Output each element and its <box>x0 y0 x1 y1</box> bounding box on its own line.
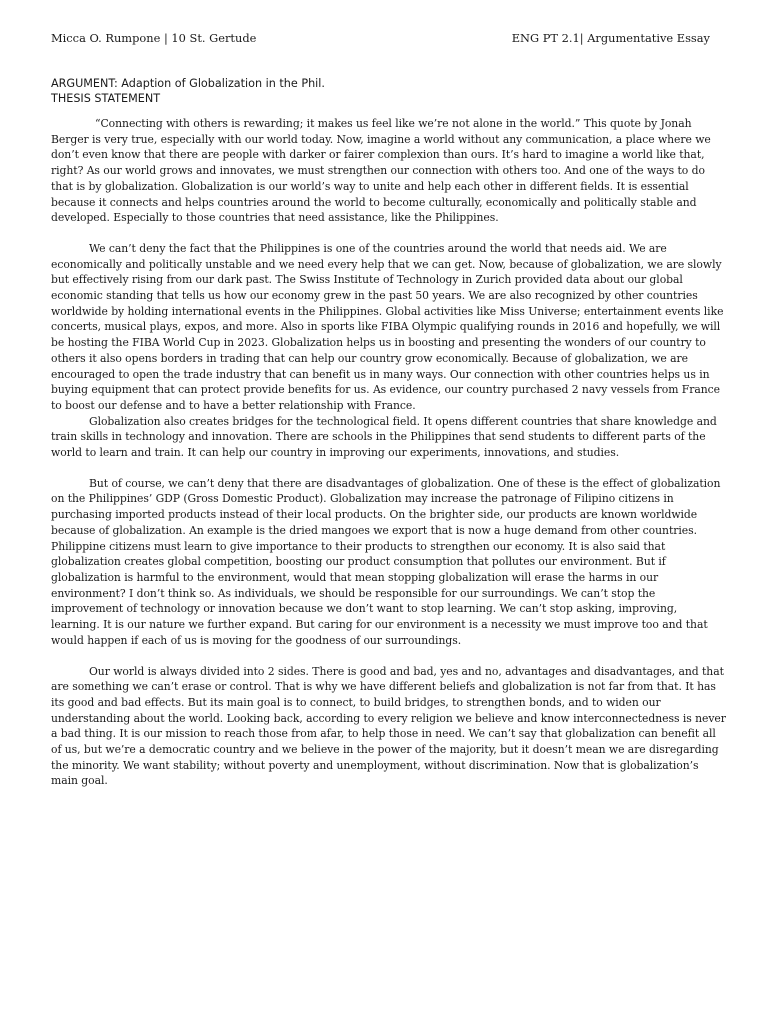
paragraph-4: But of course, we can’t deny that there are disadvantages of globalization. One of these is the effect of globalization on the Philippines’ GDP (Gross Domestic Product). Globalization may increase the patronage of Filipino citizens in purchasing imported products instead of their local products. On the brighter side, our products are known worldwide because of globalization. An example is the dried mangoes we export that is now a huge demand from other countries. Philippine citizens must learn to give importance to their products to strengthen our economy. It is also said that globalization creates global competition, boosting our product consumption that pollutes our environment. But if globalization is harmful to the environment, would that mean stopping globalization will erase the harms in our environment? I don’t think so. As individuals, we should be responsible for our surroundings. We can’t stop the improvement of technology or innovation because we don’t want to stop learning. We can’t stop asking, improving, learning. It is our nature we further expand. But caring for our environment is a necessity we must improve too and that would happen if each of us is moving for the goodness of our surroundings. <box>51 476 721 647</box>
paragraph-5: Our world is always divided into 2 sides. There is good and bad, yes and no, advantages and disadvantages, and that are something we can’t erase or control. That is why we have different beliefs and globalization is not far from that. It has its good and bad effects. But its main goal is to connect, to build bridges, to strengthen bonds, and to widen our understanding about the world. Looking back, according to every religion we believe and know interconnectedness is never a bad thing. It is our mission to reach those from afar, to help those in need. We can’t say that globalization can benefit all of us, but we’re a democratic country and we believe in the power of the majority, but it doesn’t mean we are disregarding the minority. We want stability; without poverty and unemployment, without discrimination. Now that is globalization’s main goal. <box>51 664 726 788</box>
paragraph-1: “Connecting with others is rewarding; it makes us feel like we’re not alone in the world.” This quote by Jonah Berger is very true, especially with our world today. Now, imagine a world without any communication, a place where we don’t even know that there are people with darker or fairer complexion than ours. It’s hard to imagine a world like that, right? As our world grows and innovates, we must strengthen our connection with others too. And one of the ways to do that is by globalization. Globalization is our world’s way to unite and help each other in different fields. It is essential because it connects and helps countries around the world to become culturally, economically and politically stable and developed. Especially to those countries that need assistance, like the Philippines. <box>51 117 711 225</box>
paragraph-3: Globalization also creates bridges for the technological field. It opens different countries that share knowledge and train skills in technology and innovation. There are schools in the Philippines that send students to different parts of the world to learn and train. It can help our country in improving our experiments, innovations, and studies. <box>51 414 717 460</box>
author-info: Micca O. Rumpone | 10 St. Gertude <box>51 31 257 45</box>
argument-heading: ARGUMENT: Adaption of Globalization in the Phil. <box>51 77 325 90</box>
course-info: ENG PT 2.1| Argumentative Essay <box>511 31 710 45</box>
thesis-heading: THESIS STATEMENT <box>51 92 161 105</box>
paragraph-2: We can’t deny the fact that the Philippines is one of the countries around the world that needs aid. We are economically and politically unstable and we need every help that we can get. Now, because of globalization, we are slowly but effectively rising from our dark past. The Swiss Institute of Technology in Zurich provided data about our global economic standing that tells us how our economy grew in the past 50 years. We are also recognized by other countries worldwide by holding international events in the Philippines. Global activities like Miss Universe; entertainment events like concerts, musical plays, expos, and more. Also in sports like FIBA Olympic qualifying rounds in 2016 and hopefully, we will be hosting the FIBA World Cup in 2023. Globalization helps us in boosting and presenting the wonders of our country to others it also opens borders in trading that can help our country grow economically. Because of globalization, we are encouraged to open the trade industry that can benefit us in many ways. Our connection with other countries helps us in buying equipment that can protect provide benefits for us. As evidence, our country purchased 2 navy vessels from France to boost our defense and to have a better relationship with France. <box>51 241 724 412</box>
page-header <box>51 30 726 46</box>
